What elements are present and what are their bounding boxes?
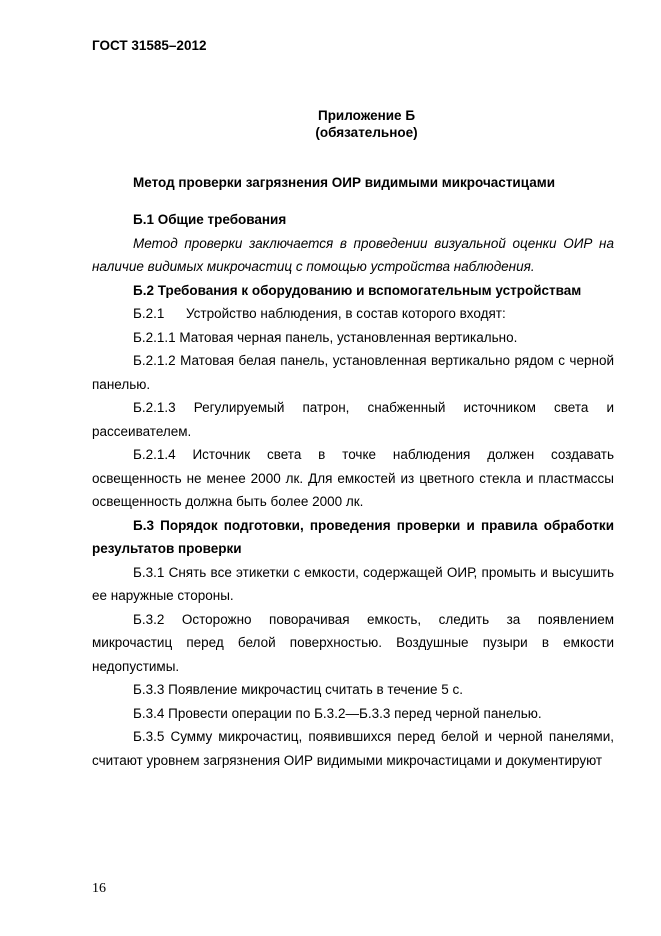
clause-b211: Б.2.1.1 Матовая черная панель, установленная вертикально. <box>133 329 518 345</box>
page-number: 16 <box>92 881 106 896</box>
method-title: Метод проверки загрязнения ОИР видимыми микрочастицами <box>133 175 555 190</box>
clause-b214: Б.2.1.4 Источник света в точке наблюдения должен создавать освещенность не менее 2000 лк. Для емкостей из цветного стекла и пластмассы освещенность должна быть более 2000 лк. <box>92 447 614 509</box>
document-code-header: ГОСТ 31585–2012 <box>92 38 207 53</box>
section-b1-heading: Б.1 Общие требования <box>133 212 287 227</box>
clause-b33: Б.3.3 Появление микрочастиц считать в течение 5 с. <box>133 682 464 697</box>
clause-b21-number: Б.2.1 <box>133 306 165 321</box>
document-body <box>92 208 614 772</box>
appendix-title: Приложение Б <box>317 108 416 123</box>
appendix-heading <box>36 107 661 141</box>
clause-b35: Б.3.5 Сумму микрочастиц, появившихся перед белой и черной панелями, считают уровнем загрязнения ОИР видимыми микрочастицами и документируют <box>92 729 614 768</box>
clause-b34: Б.3.4 Провести операции по Б.3.2—Б.3.3 перед черной панелью. <box>133 705 542 721</box>
clause-b21-text: Устройство наблюдения, в состав которого входят: <box>186 306 506 321</box>
clause-b21 <box>92 302 614 326</box>
clause-b212: Б.2.1.2 Матовая белая панель, установленная вертикально рядом с черной панелью. <box>92 353 614 392</box>
clause-b31: Б.3.1 Снять все этикетки с емкости, содержащей ОИР, промыть и высушить ее наружные стороны. <box>92 564 614 603</box>
clause-b213: Б.2.1.3 Регулируемый патрон, снабженный источником света и рассеивателем. <box>92 400 614 439</box>
section-b2-heading: Б.2 Требования к оборудованию и вспомогательным устройствам <box>133 282 582 298</box>
section-b1-text: Метод проверки заключается в проведении визуальной оценки ОИР на наличие видимых микрочастиц с помощью устройства наблюдения. <box>92 235 614 274</box>
appendix-status: (обязательное) <box>315 125 418 140</box>
clause-b32: Б.3.2 Осторожно поворачивая емкость, следить за появлением микрочастиц перед белой поверхностью. Воздушные пузыри в емкости недопустимы. <box>92 611 614 674</box>
section-b3-heading: Б.3 Порядок подготовки, проведения проверки и правила обработки результатов проверки <box>92 517 614 556</box>
